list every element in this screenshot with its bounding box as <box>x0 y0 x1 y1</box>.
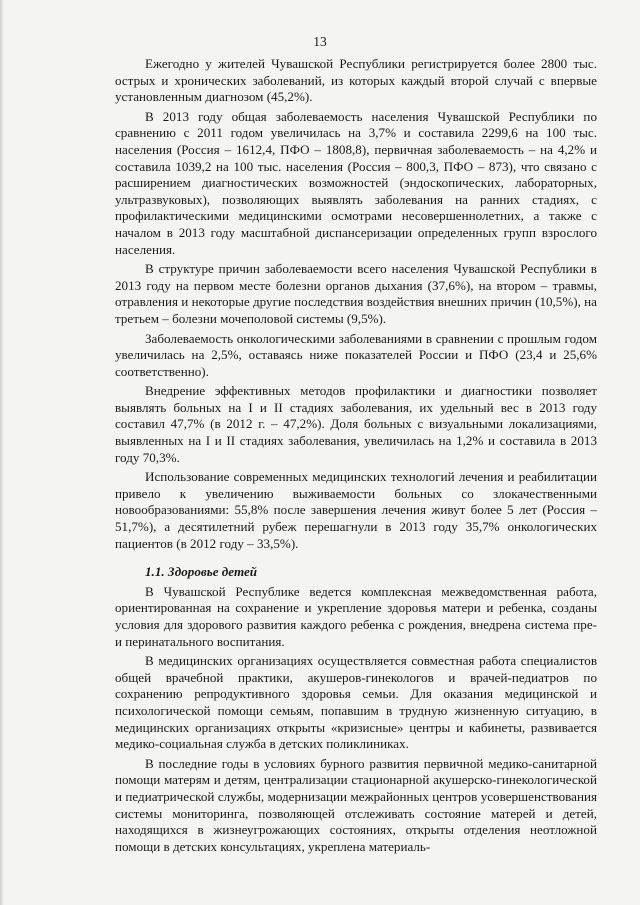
page-content <box>115 56 597 855</box>
paragraph-primary-care-development: В последние годы в условиях бурного развития первичной медико-санитарной помощи матерям и детям, централизации стационарной акушерско-гинекологической и педиатрической службы, модернизации межрайонных центров усовершенствования системы мониторинга, позволяющей отслеживать состояние матерей и детей, находящихся в жизнеугрожающих состояниях, открыты отделения неотложной помощи в детских консультациях, укреплена материаль- <box>115 755 597 854</box>
paragraph-oncology-morbidity: Заболеваемость онкологическими заболеваниями в сравнении с прошлым годом увеличилась на 2,5%, оставаясь ниже показателей России и ПФО (23,4 и 25,6% соответственно). <box>115 330 597 379</box>
paragraph-early-detection: Внедрение эффективных методов профилактики и диагностики позволяет выявлять больных на I и II стадиях заболевания, их удельный вес в 2013 году составил 47,7% (в 2012 г. – 47,2%). Доля больных с визуальными локализациями, выявленных на I и II стадиях заболевания, увеличилась на 1,2% и составила в 2013 году 70,3%. <box>115 383 597 465</box>
paragraph-general-morbidity-2013: В 2013 году общая заболеваемость населения Чувашской Республики по сравнению с 2011 годом увеличилась на 3,7% и составила 2299,6 на 100 тыс. населения (Россия – 1612,4, ПФО – 1808,8), первичная заболеваемость – на 4,2% и составила 1039,2 на 100 тыс. населения (Россия – 800,3, ПФО – 873), что связано с расширением диагностических возможностей (эндоскопических, лабораторных, ультразвуковых), позволяющих выявлять заболевания на ранних стадиях, с профилактическими медицинскими осмотрами несовершеннолетних, а также с началом в 2013 году масштабной диспансеризации определенных групп взрослого населения. <box>115 108 597 257</box>
paragraph-morbidity-structure: В структуре причин заболеваемости всего населения Чувашской Республики в 2013 году на первом месте болезни органов дыхания (37,6%), на втором – травмы, отравления и некоторые другие последствия воздействия внешних причин (10,5%), на третьем – болезни мочеполовой системы (9,5%). <box>115 261 597 326</box>
paragraph-interagency-work: В Чувашской Республике ведется комплексная межведомственная работа, ориентированная на сохранение и укрепление здоровья матери и ребенка, созданы условия для здорового развития каждого ребенка с рождения, внедрена система пре- и перинатального воспитания. <box>115 583 597 649</box>
scan-edge <box>0 0 4 905</box>
paragraph-morbidity-registration: Ежегодно у жителей Чувашской Республики регистрируется более 2800 тыс. острых и хронических заболеваний, из которых каждый второй случай с впервые установленным диагнозом (45,2%). <box>115 56 597 105</box>
section-heading-child-health: 1.1. Здоровье детей <box>145 564 258 580</box>
page-number: 13 <box>313 34 327 49</box>
paragraph-reproductive-health: В медицинских организациях осуществляется совместная работа специалистов общей врачебной практики, акушеров-гинекологов и врачей-педиатров по сохранению репродуктивного здоровья семьи. Для оказания медицинской и психологической помощи семьям, попавшим в трудную жизненную ситуацию, в медицинских организациях открыты «кризисные» центры и кабинеты, развивается медико-социальная служба в детских поликлиниках. <box>115 653 597 752</box>
paragraph-survival-rates: Использование современных медицинских технологий лечения и реабилитации привело к увеличению выживаемости больных со злокачественными новообразованиями: 55,8% после завершения лечения живут более 5 лет (Россия – 51,7%), а десятилетний рубеж перешагнули в 2013 году 35,7% онкологических пациентов (в 2012 году – 33,5%). <box>115 469 597 551</box>
